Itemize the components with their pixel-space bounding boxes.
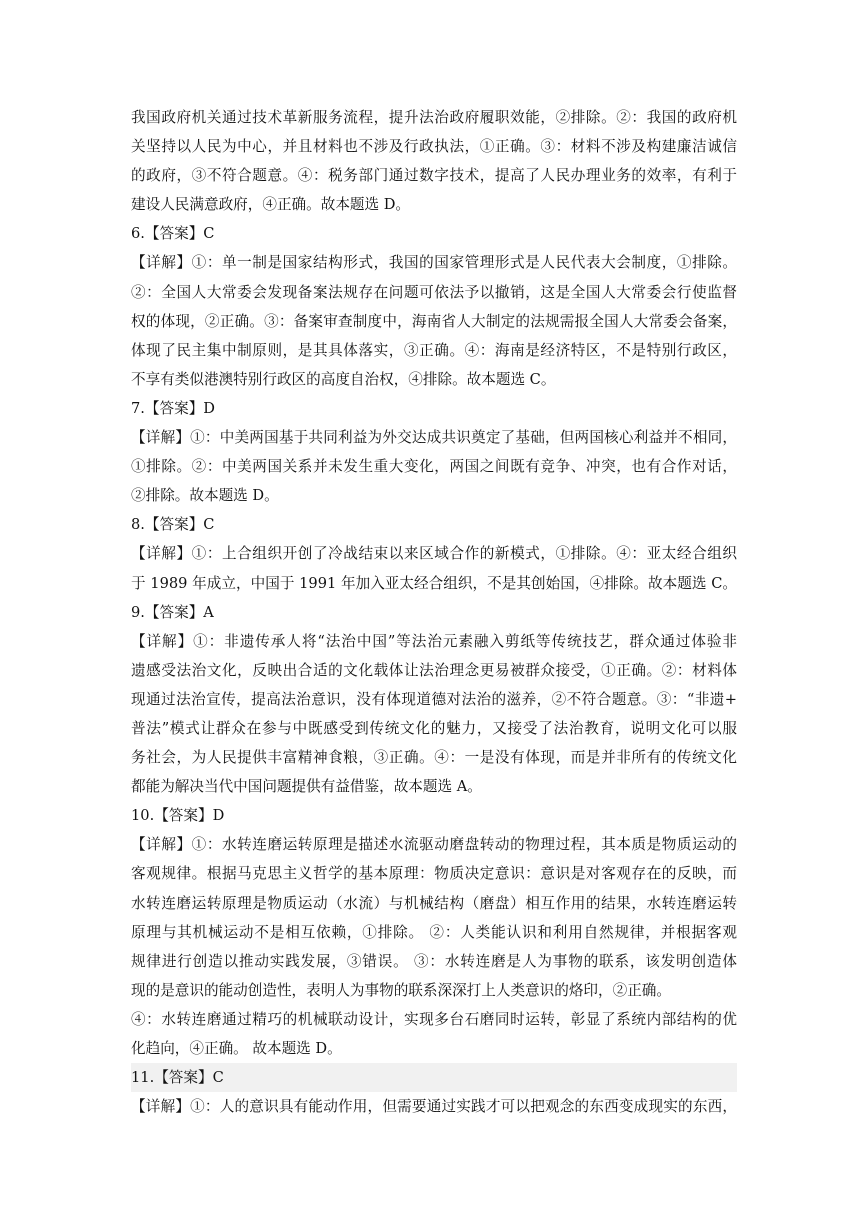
text-line: 务社会，为人民提供丰富精神食粮，③正确。④：一是没有体现，而是并非所有的传统文化 <box>131 749 737 767</box>
text-line: 7.【答案】D <box>131 399 215 417</box>
text-line: 【详解】①：水转连磨运转原理是描述水流驱动磨盘转动的物理过程，其本质是物质运动的 <box>131 836 737 854</box>
text-line: 于 1989 年成立，中国于 1991 年加入亚太经合组织，不是其创始国，④排除。故本题选 C。 <box>131 574 737 592</box>
text-line: 10.【答案】D <box>131 807 225 825</box>
text-line: ②：全国人大常委会发现备案法规存在问题可依法予以撤销，这是全国人大常委会行使监督 <box>131 283 737 301</box>
document-page <box>131 103 737 1121</box>
text-line: 我国政府机关通过技术革新服务流程，提升法治政府履职效能，②排除。②：我国的政府机 <box>131 109 737 126</box>
text-line: 普法”模式让群众在参与中既感受到传统文化的魅力，又接受了法治教育，说明文化可以服 <box>131 719 737 737</box>
text-line: 不享有类似港澳特别行政区的高度自治权，④排除。故本题选 C。 <box>131 370 556 388</box>
text-line: 【详解】①：中美两国基于共同利益为外交达成共识奠定了基础，但两国核心利益并不相同， <box>131 429 737 447</box>
text-line: 【详解】①：人的意识具有能动作用，但需要通过实践才可以把观念的东西变成现实的东西， <box>131 1098 737 1116</box>
text-line: 【详解】①：上合组织开创了冷战结束以来区域合作的新模式，①排除。④：亚太经合组织 <box>131 545 737 563</box>
text-line: ④：水转连磨通过精巧的机械联动设计，实现多台石磨同时运转，彰显了系统内部结构的优 <box>131 1010 737 1028</box>
text-line: 遗感受法治文化，反映出合适的文化载体让法治理念更易被群众接受，①正确。②：材料体 <box>131 661 737 679</box>
text-line: 8.【答案】C <box>131 516 215 534</box>
text-line: 化趋向，④正确。 故本题选 D。 <box>131 1040 342 1057</box>
text-line: 原理与其机械运动不是相互依赖，①排除。 ②：人类能认识和利用自然规律，并根据客观 <box>131 923 737 941</box>
text-line: 都能为解决当代中国问题提供有益借鉴，故本题选 A。 <box>131 778 482 796</box>
text-line: ②排除。故本题选 D。 <box>131 487 279 505</box>
text-line: 建设人民满意政府，④正确。故本题选 D。 <box>131 196 411 214</box>
text-line: 6.【答案】C <box>131 225 215 243</box>
text-line: 水转连磨运转原理是物质运动（水流）与机械结构（磨盘）相互作用的结果，水转连磨运转 <box>131 894 737 912</box>
text-line: 9.【答案】A <box>131 603 214 621</box>
text-line: 关坚持以人民为中心，并且材料也不涉及行政执法，①正确。③：材料不涉及构建廉洁诚信 <box>131 138 737 156</box>
text-line: 的政府，③不符合题意。④：税务部门通过数字技术，提高了人民办理业务的效率，有利于 <box>131 167 737 185</box>
text-line: ①排除。②：中美两国关系并未发生重大变化，两国之间既有竞争、冲突，也有合作对话， <box>131 458 737 476</box>
text-line: 体现了民主集中制原则，是其具体落实，③正确。④：海南是经济特区，不是特别行政区， <box>131 341 737 359</box>
text-line: 【详解】①：单一制是国家结构形式，我国的国家管理形式是人民代表大会制度，①排除。 <box>131 254 737 272</box>
text-line: 权的体现，②正确。③：备案审查制度中，海南省人大制定的法规需报全国人大常委会备案， <box>131 312 737 330</box>
text-line: 现的是意识的能动创造性，表明人为事物的联系深深打上人类意识的烙印，②正确。 <box>131 981 671 999</box>
text-line: 【详解】①：非遗传承人将“法治中国”等法治元素融入剪纸等传统技艺，群众通过体验非 <box>131 632 737 650</box>
text-line: 11.【答案】C <box>131 1063 737 1092</box>
text-line: 客观规律。根据马克思主义哲学的基本原理：物质决定意识：意识是对客观存在的反映，而 <box>131 865 737 883</box>
text-line: 现通过法治宣传，提高法治意识，没有体现道德对法治的滋养，②不符合题意。③：“非遗+ <box>131 690 737 708</box>
text-line: 规律进行创造以推动实践发展，③错误。 ③：水转连磨是人为事物的联系，该发明创造体 <box>131 952 737 970</box>
